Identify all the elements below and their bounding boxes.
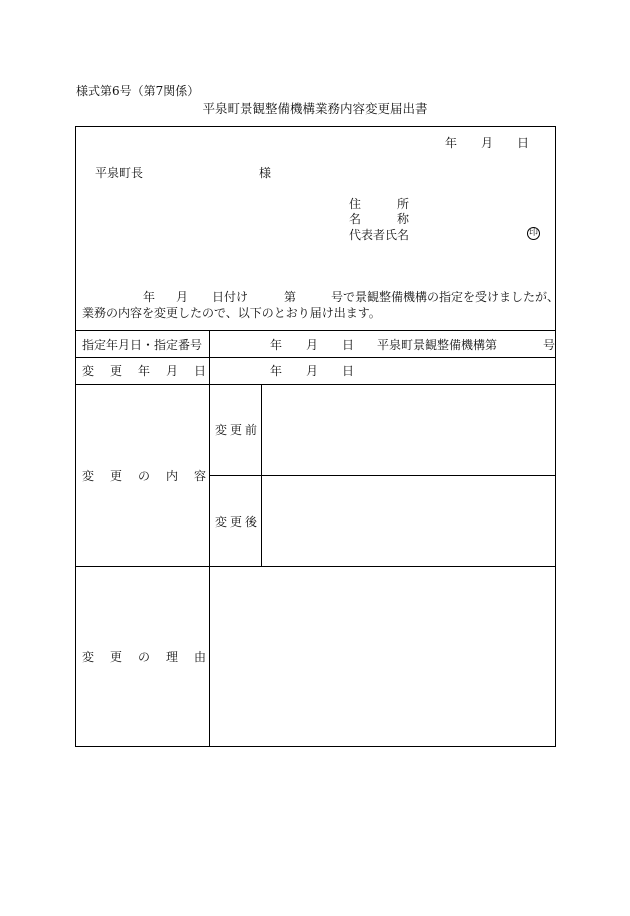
date-year: 年 [445,136,458,150]
change-date-month: 月 [306,364,319,378]
designation-month: 月 [306,338,319,352]
reason-label-5: 由 [194,650,207,664]
document-title: 平泉町景観整備機構業務内容変更届出書 [202,101,428,116]
row-rule-1 [76,357,556,358]
content-label-4: 内 [166,469,179,483]
addressee-honorific: 様 [259,166,272,180]
change-date-day: 日 [342,364,355,378]
designation-org: 平泉町景観整備機構第 [377,338,498,352]
reason-label-3: の [138,650,151,664]
statement-year: 年 [143,290,156,304]
content-label-2: 更 [110,469,123,483]
reason-label-1: 変 [82,650,95,664]
representative-label: 代表者氏名 [349,228,410,242]
after-change-label: 変更後 [215,515,261,529]
before-change-label: 変更前 [215,423,261,437]
statement-line2: 業務の内容を変更したので、以下のとおり届け出ます。 [82,306,381,320]
designation-day: 日 [342,338,355,352]
change-date-label-3: 年 [138,364,151,378]
content-label-5: 容 [194,469,207,483]
sub-label-column-rule [261,384,262,566]
statement-number-prefix: 第 [284,290,297,304]
address-label-1: 住 [349,197,362,211]
statement-month: 月 [176,290,189,304]
designation-number-suffix: 号 [543,338,556,352]
seal-mark: 印 [528,228,538,238]
table-top-rule [76,330,556,331]
change-date-label-5: 日 [194,364,207,378]
statement-line1-rest: 号で景観整備機構の指定を受けましたが、 [331,290,560,304]
designation-year: 年 [270,338,283,352]
addressee-name: 平泉町長 [95,166,144,180]
address-label-2: 所 [397,197,410,211]
content-label-3: の [138,469,151,483]
change-date-label-1: 変 [82,364,95,378]
change-date-year: 年 [270,364,283,378]
statement-date-suffix: 日付け [212,290,249,304]
row-rule-3 [76,566,556,567]
change-date-label-4: 月 [166,364,179,378]
form-number: 様式第6号（第7関係） [76,84,200,98]
label-column-rule [209,330,210,746]
name-label-2: 称 [397,212,410,226]
date-day: 日 [517,136,530,150]
change-date-label-2: 更 [110,364,123,378]
name-label-1: 名 [349,212,362,226]
reason-label-2: 更 [110,650,123,664]
date-month: 月 [481,136,494,150]
reason-label-4: 理 [166,650,179,664]
row-rule-2 [76,384,556,385]
designation-label: 指定年月日・指定番号 [82,338,203,352]
content-label-1: 変 [82,469,95,483]
